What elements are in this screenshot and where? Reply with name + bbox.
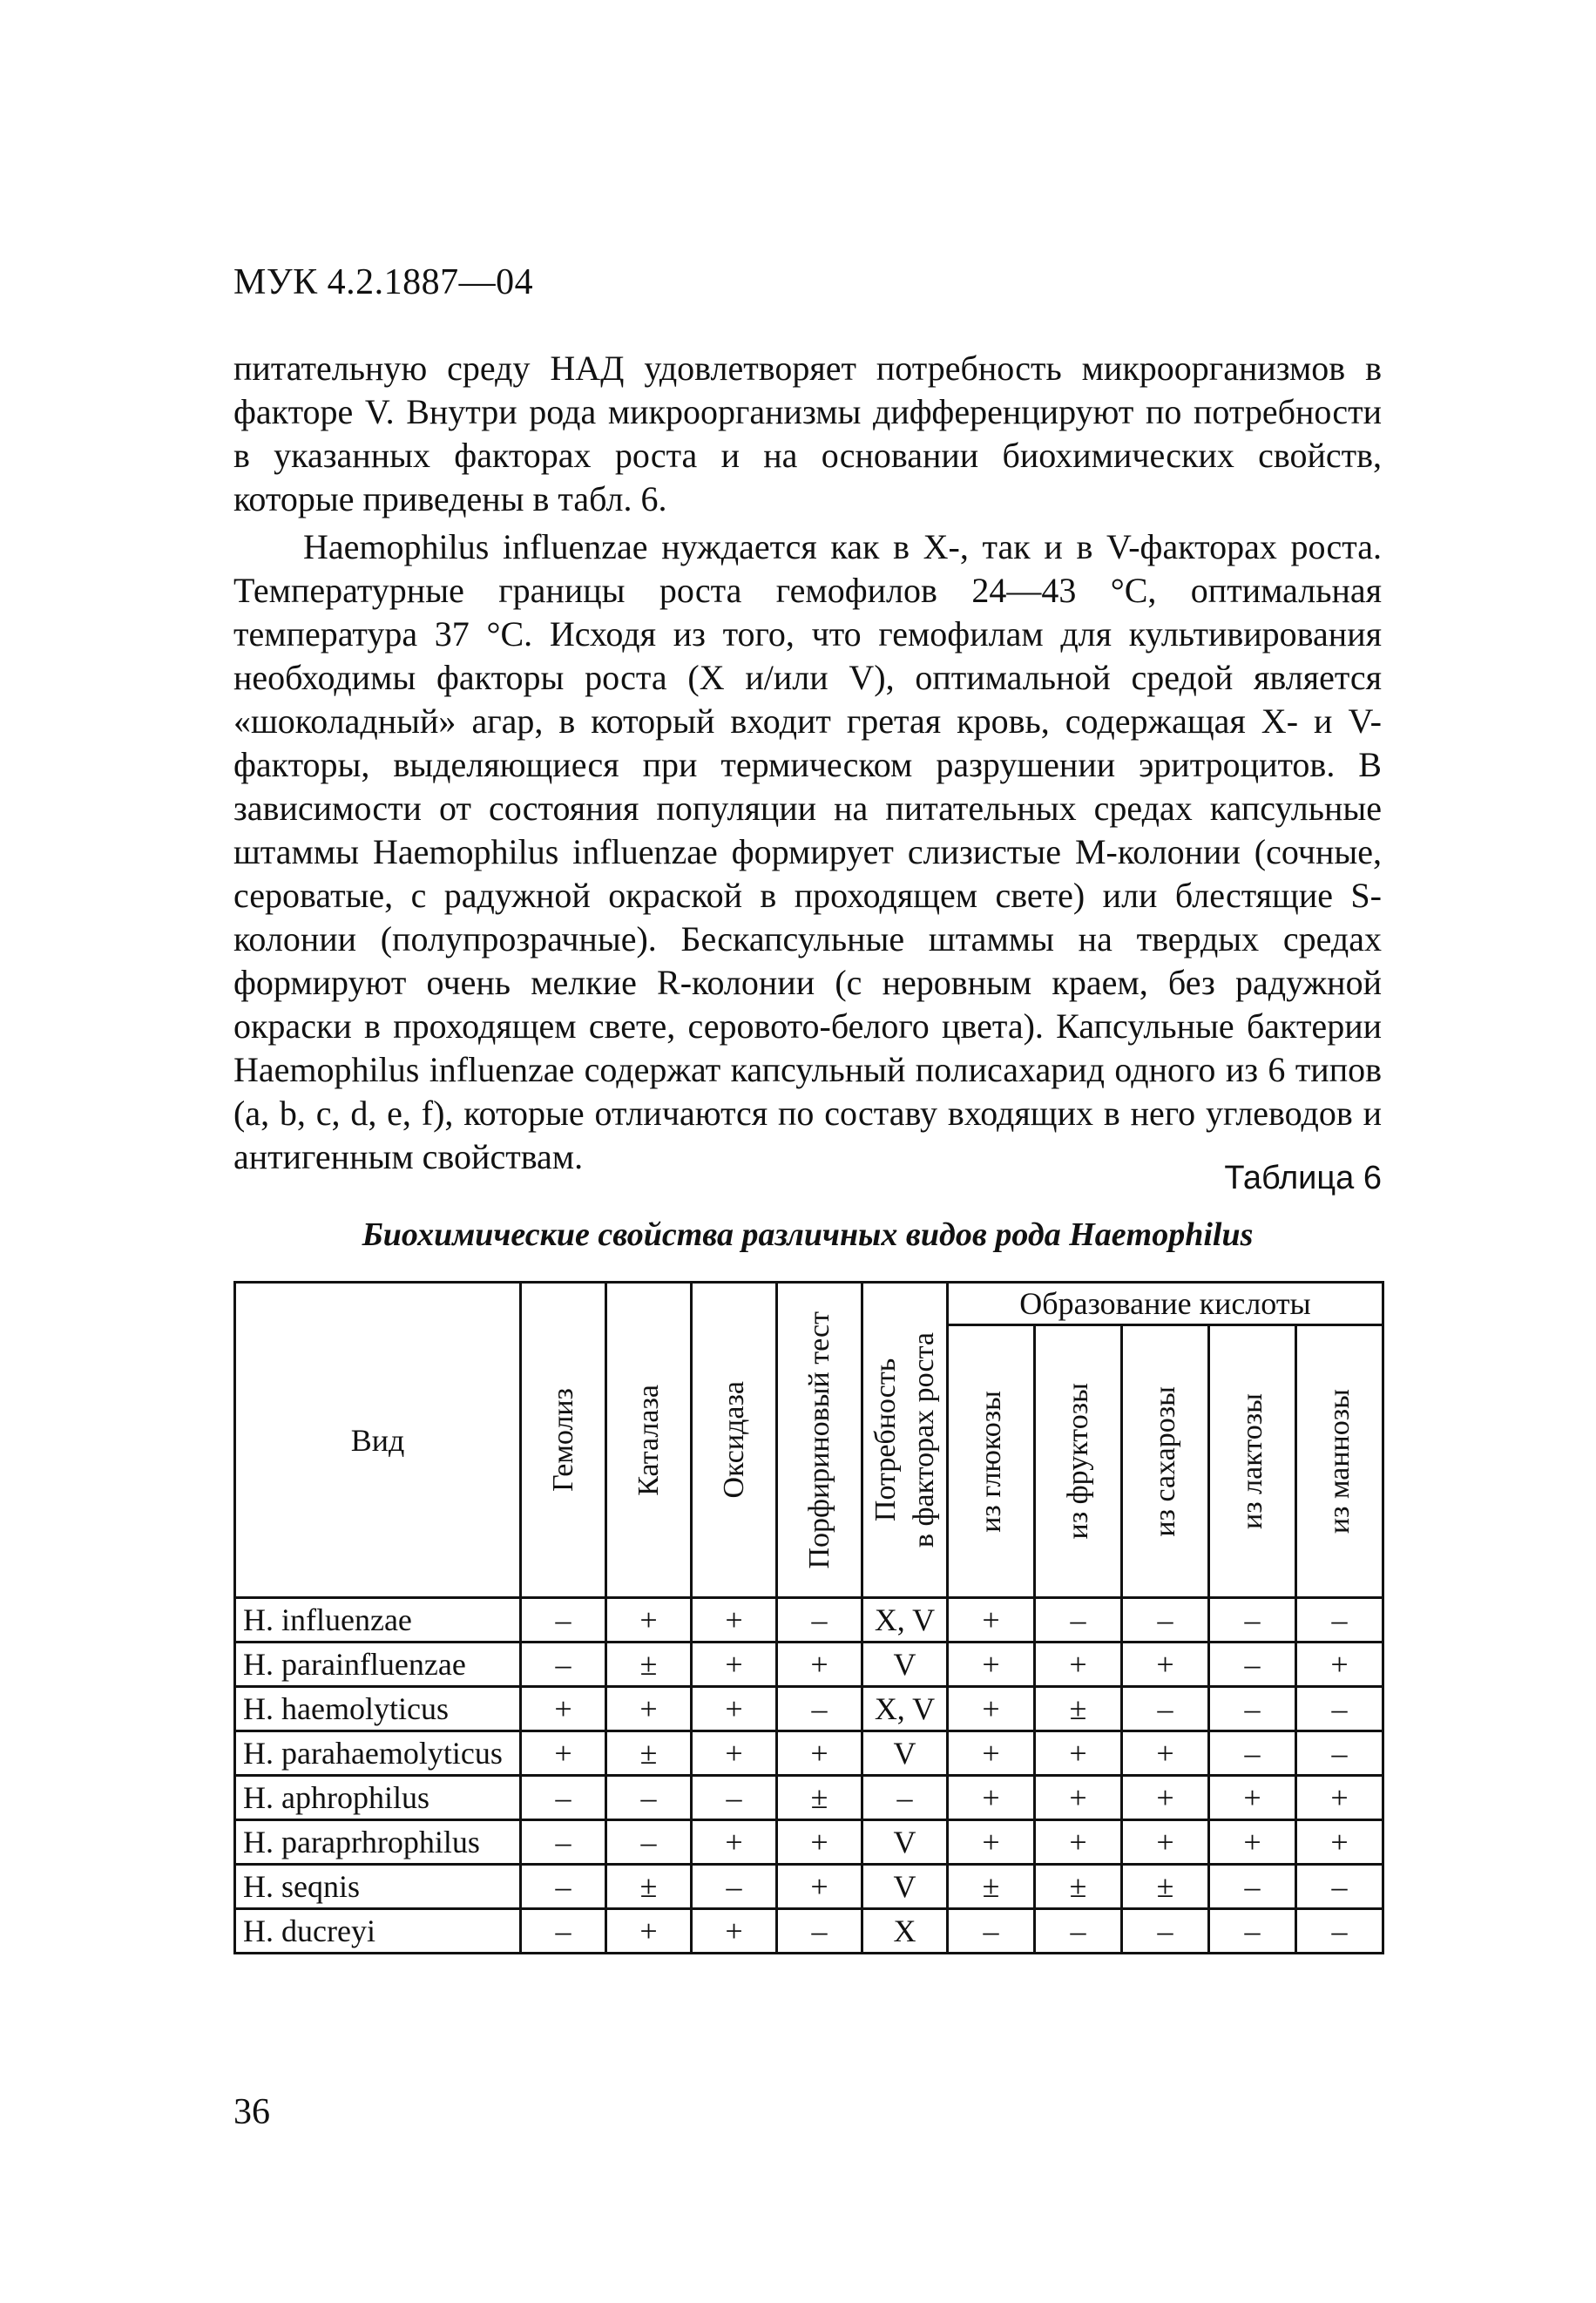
table-title: Биохимические свойства различных видов рода Haemophilus [362, 1216, 1254, 1253]
species-name: H. influenzae [235, 1598, 521, 1643]
table-cell: – [1296, 1909, 1383, 1954]
table-cell: + [1122, 1776, 1209, 1820]
species-name: H. seqnis [235, 1865, 521, 1909]
table-cell: – [1209, 1643, 1296, 1687]
header-fructose: из фруктозы [1035, 1325, 1122, 1598]
header-glucose: из глюкозы [948, 1325, 1035, 1598]
table-cell: + [777, 1731, 862, 1776]
table-cell: ± [1035, 1687, 1122, 1731]
table-cell: + [777, 1643, 862, 1687]
paragraph-2: Haemophilus influenzae нуждается как в X-, так и в V-факторах роста. Температурные границы роста гемофилов 24—43 °С, оптимальная температура 37 °С. Исходя из того, что гемофилам для культивирования необходимы факторы роста (X и/или V), оптимальной средой является «шоколадный» агар, в который входит гретая кровь, содержащая X- и V-факторы, выделяющиеся при термическом разрушении эритроцитов. В зависимости от состояния популяции на питательных средах капсульные штаммы Haemophilus influenzae формирует слизистые M-колонии (сочные, сероватые, с радужной окраской в проходящем свете) или блестящие S-колонии (полупрозрачные). Бескапсульные штаммы на твердых средах формируют очень мелкие R-колонии (с неровным краем, без радужной окраски в проходящем свете, серовото-белого цвета). Капсульные бактерии Haemophilus influenzae содержат капсульный полисахарид одного из 6 типов (a, b, c, d, e, f), которые отличаются по составу входящих в него углеводов и антигенным свойствам. [233, 527, 1382, 1176]
document-code: МУК 4.2.1887—04 [233, 262, 534, 302]
table-cell: V [862, 1865, 948, 1909]
table-cell: – [777, 1687, 862, 1731]
table-cell: + [777, 1865, 862, 1909]
table-cell: + [692, 1731, 777, 1776]
table-cell: ± [1122, 1865, 1209, 1909]
header-mannose: из маннозы [1296, 1325, 1383, 1598]
header-porphyrin: Порфириновый тест [777, 1283, 862, 1598]
table-cell: – [1296, 1687, 1383, 1731]
table-row [235, 1776, 1383, 1820]
header-hemolysis: Гемолиз [521, 1283, 606, 1598]
table-cell: + [692, 1643, 777, 1687]
table-row [235, 1909, 1383, 1954]
table-cell: ± [1035, 1865, 1122, 1909]
table-cell: + [1122, 1643, 1209, 1687]
page-number: 36 [233, 2092, 270, 2132]
table-cell: X, V [862, 1598, 948, 1643]
table-cell: + [692, 1687, 777, 1731]
header-lactose: из лактозы [1209, 1325, 1296, 1598]
table-cell: – [777, 1909, 862, 1954]
table-cell: + [948, 1820, 1035, 1865]
table-cell: – [1209, 1909, 1296, 1954]
table-cell: V [862, 1643, 948, 1687]
table-cell: + [948, 1687, 1035, 1731]
table-row [235, 1643, 1383, 1687]
table-cell: V [862, 1820, 948, 1865]
table-cell: + [948, 1643, 1035, 1687]
biochemical-table [233, 1281, 1384, 1954]
table-cell: – [1209, 1598, 1296, 1643]
table-cell: + [1296, 1820, 1383, 1865]
table-row [235, 1731, 1383, 1776]
table-cell: + [1296, 1776, 1383, 1820]
table-cell: – [606, 1776, 692, 1820]
table-cell: + [606, 1598, 692, 1643]
table-cell: ± [606, 1731, 692, 1776]
table-cell: X [862, 1909, 948, 1954]
table-cell: + [1035, 1820, 1122, 1865]
table-cell: + [692, 1598, 777, 1643]
header-species: Вид [235, 1283, 521, 1598]
table-cell: + [777, 1820, 862, 1865]
table-cell: + [692, 1820, 777, 1865]
table-cell: – [1296, 1865, 1383, 1909]
table-cell: + [948, 1598, 1035, 1643]
table-body [235, 1598, 1383, 1954]
species-name: H. ducreyi [235, 1909, 521, 1954]
table-cell: – [1209, 1865, 1296, 1909]
header-catalase: Каталаза [606, 1283, 692, 1598]
table-cell: + [948, 1776, 1035, 1820]
table-row [235, 1820, 1383, 1865]
table-cell: ± [948, 1865, 1035, 1909]
table-cell: – [1296, 1598, 1383, 1643]
paragraph-1: питательную среду НАД удовлетворяет потребность микроорганизмов в факторе V. Внутри рода микроорганизмы дифференцируют по потребности в указанных факторах роста и на основании биохимических свойств, которые приведены в табл. 6. [233, 349, 1382, 518]
table-cell: ± [606, 1865, 692, 1909]
species-name: H. parainfluenzae [235, 1643, 521, 1687]
table-cell: + [1296, 1643, 1383, 1687]
table-cell: + [1209, 1776, 1296, 1820]
table-cell: – [521, 1643, 606, 1687]
table-cell: + [948, 1731, 1035, 1776]
species-name: H. paraprhrophilus [235, 1820, 521, 1865]
header-sucrose: из сахарозы [1122, 1325, 1209, 1598]
table-cell: – [692, 1776, 777, 1820]
table-cell: + [1035, 1731, 1122, 1776]
table-cell: – [606, 1820, 692, 1865]
table-cell: + [1122, 1820, 1209, 1865]
table-cell: – [862, 1776, 948, 1820]
table-cell: – [1122, 1909, 1209, 1954]
table-cell: + [1035, 1776, 1122, 1820]
table-cell: + [521, 1731, 606, 1776]
table-cell: – [692, 1865, 777, 1909]
header-growth-factors: Потребность в факторах роста [862, 1283, 948, 1598]
table-row [235, 1598, 1383, 1643]
table-cell: – [1209, 1731, 1296, 1776]
table-cell: – [521, 1865, 606, 1909]
table-cell: – [1035, 1909, 1122, 1954]
table-cell: – [521, 1776, 606, 1820]
table-row [235, 1865, 1383, 1909]
table-cell: – [1035, 1598, 1122, 1643]
table-cell: – [1296, 1731, 1383, 1776]
table-cell: + [521, 1687, 606, 1731]
table-cell: ± [777, 1776, 862, 1820]
table-cell: – [1122, 1598, 1209, 1643]
table-cell: V [862, 1731, 948, 1776]
table-cell: + [1035, 1643, 1122, 1687]
table-cell: + [1209, 1820, 1296, 1865]
table-cell: – [948, 1909, 1035, 1954]
table-cell: + [692, 1909, 777, 1954]
table-cell: – [521, 1909, 606, 1954]
table-cell: X, V [862, 1687, 948, 1731]
species-name: H. haemolyticus [235, 1687, 521, 1731]
table-number: Таблица 6 [1224, 1160, 1382, 1196]
table-cell: + [1122, 1731, 1209, 1776]
table-cell: – [521, 1598, 606, 1643]
species-name: H. parahaemolyticus [235, 1731, 521, 1776]
header-oxidase: Оксидаза [692, 1283, 777, 1598]
table-cell: – [521, 1820, 606, 1865]
table-cell: + [606, 1687, 692, 1731]
table-cell: ± [606, 1643, 692, 1687]
species-name: H. aphrophilus [235, 1776, 521, 1820]
table-cell: – [777, 1598, 862, 1643]
table-cell: – [1209, 1687, 1296, 1731]
table-cell: + [606, 1909, 692, 1954]
table-row [235, 1687, 1383, 1731]
table-cell: – [1122, 1687, 1209, 1731]
header-acid-formation: Образование кислоты [948, 1283, 1383, 1325]
